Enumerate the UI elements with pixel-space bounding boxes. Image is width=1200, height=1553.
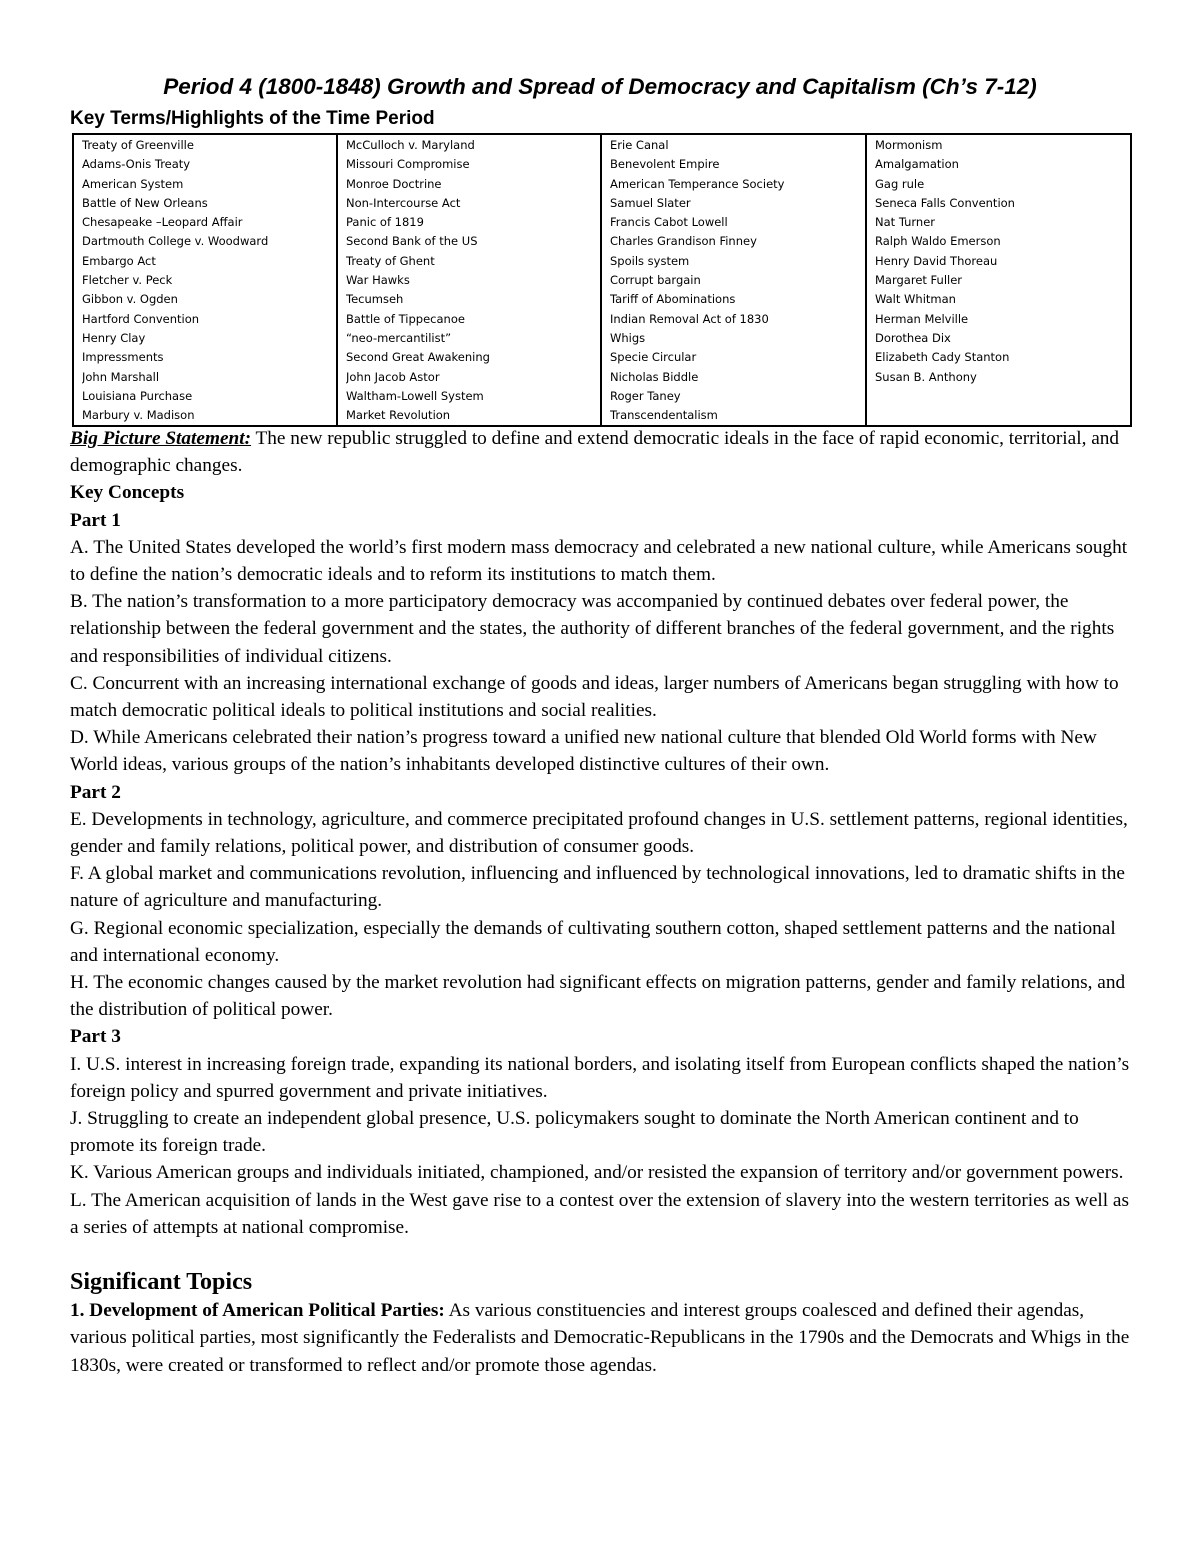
concept-item: L. The American acquisition of lands in the West gave rise to a contest over the extension of slavery into the western territories as well as a series of attempts at national compromise. [70,1189,1129,1238]
key-term: Erie Canal [610,138,669,152]
key-concepts-parts [70,507,1140,1241]
part-heading: Part 3 [70,1026,121,1048]
concept-item: E. Developments in technology, agriculture, and commerce precipitated profound changes in U.S. settlement patterns, regional identities, gender and family relations, political power, and distribution of consumer goods. [70,808,1128,858]
key-term: Louisiana Purchase [82,388,193,403]
key-term: Tariff of Abominations [610,292,736,307]
key-concepts-heading: Key Concepts [70,482,185,504]
key-term: Gibbon v. Ogden [82,292,178,307]
key-term: Second Great Awakening [346,350,490,365]
key-term: Panic of 1819 [346,215,424,230]
key-term: Adams-Onis Treaty [82,157,191,172]
key-terms-column [73,134,337,426]
key-term: Dartmouth College v. Woodward [82,234,269,249]
key-term: Amalgamation [875,157,959,172]
key-term: Embargo Act [82,253,156,268]
key-term: Roger Taney [610,388,681,403]
concept-item: A. The United States developed the world’s first modern mass democracy and celebrated a new national culture, while Americans sought to define the nation’s democratic ideals and to reform its institutions to match them. [70,536,1128,586]
part-heading: Part 2 [70,781,121,803]
key-term: Elizabeth Cady Stanton [875,350,1010,365]
key-term: Henry David Thoreau [875,253,998,268]
key-term: Whigs [610,330,646,345]
key-term: Marbury v. Madison [82,408,195,423]
big-picture-statement [70,425,1140,479]
key-term: Margaret Fuller [875,273,963,288]
key-term: Treaty of Greenville [82,138,194,152]
key-term: Seneca Falls Convention [875,195,1015,210]
key-term: Waltham-Lowell System [346,388,484,403]
key-term: Battle of Tippecanoe [346,311,465,326]
key-term: Indian Removal Act of 1830 [610,311,769,326]
key-term: Corrupt bargain [610,273,701,288]
key-term: McCulloch v. Maryland [346,138,475,152]
key-term: Chesapeake –Leopard Affair [82,215,243,230]
key-term: Samuel Slater [610,195,691,210]
key-terms-column [601,134,866,426]
key-term: Second Bank of the US [346,234,478,249]
key-term: Henry Clay [82,330,146,345]
key-term: Hartford Convention [82,311,200,326]
key-term: John Jacob Astor [346,369,440,384]
key-term: Nat Turner [875,215,935,230]
key-term: War Hawks [346,273,410,288]
key-terms-table [72,133,1132,427]
key-term: Gag rule [875,176,925,191]
key-terms-row [73,134,1131,426]
concept-item: D. While Americans celebrated their nation’s progress toward a unified new national culture that blended Old World forms with New World ideas, various groups of the nation’s inhabitants developed distinctive cultures of their own. [70,727,1097,776]
concept-item: K. Various American groups and individuals initiated, championed, and/or resisted the expansion of territory and/or government powers. [70,1162,1124,1184]
key-term: Ralph Waldo Emerson [875,234,1001,249]
key-term: Walt Whitman [875,292,956,307]
concept-item: G. Regional economic specialization, especially the demands of cultivating southern cotton, shaped settlement patterns and the national and international economy. [70,917,1116,966]
page-title: Period 4 (1800-1848) Growth and Spread of Democracy and Capitalism (Ch’s 7-12) [163,74,1037,99]
key-term: American System [82,176,184,191]
key-term: Herman Melville [875,311,969,326]
concept-item: J. Struggling to create an independent global presence, U.S. policymakers sought to dominate the North American continent and to promote its foreign trade. [70,1108,1079,1157]
key-term: Fletcher v. Peck [82,273,173,288]
key-term: “neo-mercantilist” [346,330,452,345]
significant-topics-heading: Significant Topics [70,1269,253,1296]
key-term: Francis Cabot Lowell [610,215,728,230]
key-term: Tecumseh [346,292,404,307]
key-term: Battle of New Orleans [82,195,208,210]
key-term: Mormonism [875,138,943,152]
concept-item: C. Concurrent with an increasing international exchange of goods and ideas, larger numbers of Americans began struggling with how to match democratic political ideals to political institutions and social realities. [70,672,1119,722]
concept-item: F. A global market and communications revolution, influencing and influenced by technological innovations, led to dramatic shifts in the nature of agriculture and manufacturing. [70,863,1125,912]
big-picture-text: The new republic struggled to define and extend democratic ideals in the face of rapid economic, territorial, and demographic changes. [70,428,1120,477]
key-term: Charles Grandison Finney [610,234,757,249]
key-term: John Marshall [82,369,160,384]
key-term: Monroe Doctrine [346,176,442,191]
key-term: American Temperance Society [610,176,785,191]
key-term: Specie Circular [610,350,697,365]
big-picture-label: Big Picture Statement: [70,428,252,449]
concept-item: I. U.S. interest in increasing foreign trade, expanding its national borders, and isolating itself from European conflicts shaped the nation’s foreign policy and spurred government and private initiatives. [70,1053,1130,1102]
topic-label: 1. Development of American Political Parties: [70,1300,445,1322]
key-term: Non-Intercourse Act [346,195,461,210]
part-heading: Part 1 [70,509,121,531]
topic-item [70,1297,1140,1379]
concept-item: H. The economic changes caused by the market revolution had significant effects on migration patterns, gender and family relations, and the distribution of political power. [70,972,1126,1021]
key-term: Dorothea Dix [875,330,951,345]
key-terms-column [866,134,1131,426]
concept-item: B. The nation’s transformation to a more participatory democracy was accompanied by continued debates over federal power, the relationship between the federal government and the states, the authority of different branches of the federal government, and the rights and responsibilities of individual citizens. [70,591,1115,667]
key-terms-heading: Key Terms/Highlights of the Time Period [70,108,435,129]
key-term: Benevolent Empire [610,157,720,172]
key-term: Transcendentalism [610,408,718,423]
document-body [70,425,1140,1379]
key-term: Treaty of Ghent [346,253,435,268]
key-term: Missouri Compromise [346,157,470,172]
key-term: Spoils system [610,253,690,268]
key-term: Nicholas Biddle [610,369,699,384]
key-term: Market Revolution [346,408,451,423]
key-term: Impressments [82,350,164,365]
key-term: Susan B. Anthony [875,369,977,384]
topic-text: As various constituencies and interest groups coalesced and defined their agendas, various political parties, most significantly the Federalists and Democratic-Republicans in the 1790s and the Democrats and Whigs in the 1830s, were created or transformed to reflect and/or promote those agendas. [70,1300,1130,1376]
significant-topics-list [70,1297,1140,1379]
key-terms-column [337,134,601,426]
